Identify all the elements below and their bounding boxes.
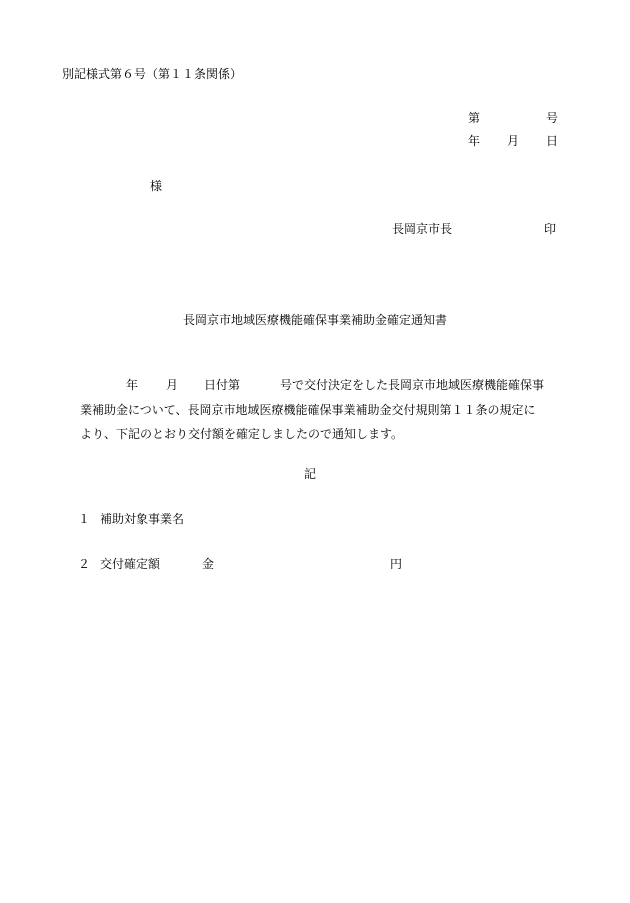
form-label: 別記様式第６号（第１１条関係） (62, 67, 243, 81)
item-1-label: 補助対象事業名 (100, 512, 185, 526)
body-year: 年 (126, 378, 139, 392)
date-day: 日 (546, 134, 559, 148)
document-title: 長岡京市地域医療機能確保事業補助金確定通知書 (182, 313, 447, 327)
issuer-title: 長岡京市長 (392, 222, 453, 236)
item-2-number: ２ (78, 557, 91, 571)
body-line-1-rest: 号で交付決定をした長岡京市地域医療機能確保事 (280, 378, 545, 392)
issuer-seal: 印 (544, 222, 557, 236)
date-year: 年 (468, 134, 481, 148)
item-2-currency: 金 (202, 557, 215, 571)
body-line-2: 業補助金について、長岡京市地域医療機能確保事業補助金交付規則第１１条の規定に (80, 403, 536, 417)
document-number-prefix: 第 (468, 111, 481, 125)
document-number-suffix: 号 (546, 111, 559, 125)
item-2-unit: 円 (390, 557, 403, 571)
item-1-number: １ (78, 512, 91, 526)
ki-heading: 記 (303, 467, 316, 481)
item-2-label: 交付確定額 (100, 557, 161, 571)
body-line-3: より、下記のとおり交付額を確定しましたので通知します。 (80, 427, 404, 441)
addressee: 様 (150, 179, 163, 193)
body-month: 月 (166, 378, 179, 392)
body-day-no: 日付第 (204, 378, 241, 392)
date-month: 月 (507, 134, 520, 148)
